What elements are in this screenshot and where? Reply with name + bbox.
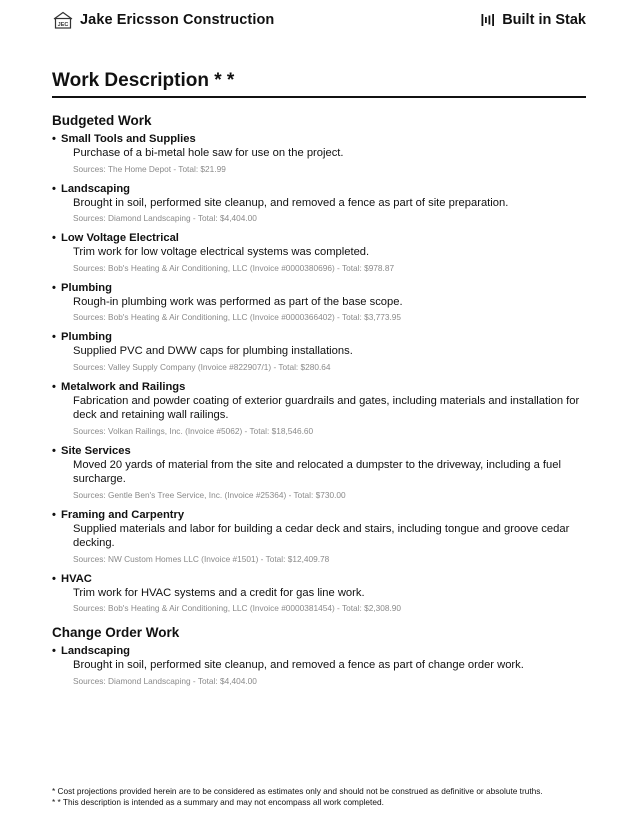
page-title: Work Description * *: [52, 70, 235, 91]
list-item: [52, 380, 586, 438]
list-item: [52, 132, 586, 176]
list-item: [52, 508, 586, 566]
bullet-icon: •: [52, 508, 56, 521]
house-logo-icon: [52, 11, 74, 29]
bullet-icon: •: [52, 281, 56, 294]
item-title: Framing and Carpentry: [61, 508, 185, 521]
list-item: [52, 644, 586, 688]
item-sources: Sources: Volkan Railings, Inc. (Invoice #5062) - Total: $18,546.60: [73, 425, 314, 436]
item-title: Site Services: [61, 444, 131, 457]
footer-notes: [52, 786, 598, 807]
item-sources: Sources: Bob's Heating & Air Conditioning, LLC (Invoice #0000381454) - Total: $2,308.90: [73, 603, 401, 613]
budgeted-work-heading: Budgeted Work: [52, 113, 152, 128]
list-item: [52, 572, 586, 616]
list-item: [52, 182, 586, 226]
stak-logo-icon: [481, 13, 495, 27]
item-sources: Sources: Diamond Landscaping - Total: $4,404.00: [73, 675, 257, 686]
company-name: Jake Ericsson Construction: [80, 12, 275, 28]
bullet-icon: •: [52, 380, 56, 393]
item-sources: Sources: Diamond Landscaping - Total: $4,404.00: [73, 213, 257, 223]
item-title: Metalwork and Railings: [61, 380, 186, 393]
item-description: Purchase of a bi-metal hole saw for use on the project.: [73, 147, 344, 159]
item-title: Landscaping: [61, 645, 130, 657]
list-item: [52, 330, 586, 374]
svg-text:JEC: JEC: [57, 22, 69, 28]
item-description: Supplied materials and labor for building a cedar deck and stairs, including tongue and groove cedar decking.: [73, 522, 570, 549]
footnote-estimates: * Cost projections provided herein are to be considered as estimates only and should not be construed as definitive or absolute truths.: [52, 786, 543, 796]
bullet-icon: •: [52, 331, 56, 343]
list-item: [52, 231, 586, 275]
footnote-summary: * * This description is intended as a summary and may not encompass all work completed.: [52, 796, 384, 807]
item-title: HVAC: [61, 572, 92, 585]
item-title: Low Voltage Electrical: [61, 232, 179, 244]
item-description: Brought in soil, performed site cleanup, and removed a fence as part of change order work.: [73, 659, 524, 671]
item-sources: Sources: The Home Depot - Total: $21.99: [73, 163, 226, 174]
item-title: Small Tools and Supplies: [61, 133, 196, 145]
bullet-icon: •: [52, 572, 56, 585]
item-description: Supplied PVC and DWW caps for plumbing installations.: [73, 345, 353, 357]
item-sources: Sources: Bob's Heating & Air Conditioning, LLC (Invoice #0000366402) - Total: $3,773.95: [73, 312, 401, 322]
page-header: [52, 9, 586, 31]
item-title: Plumbing: [61, 331, 112, 343]
item-sources: Sources: NW Custom Homes LLC (Invoice #1501) - Total: $12,409.78: [73, 553, 330, 564]
budgeted-work-list: [52, 132, 586, 615]
item-description: Fabrication and powder coating of exterior guardrails and gates, including materials and installation for deck and retaining wall railings.: [73, 394, 580, 421]
item-description: Brought in soil, performed site cleanup, and removed a fence as part of site preparation.: [73, 196, 509, 209]
item-description: Moved 20 yards of material from the site and relocated a dumpster to the driveway, including a fuel surcharge.: [73, 458, 561, 485]
change-order-list: [52, 644, 586, 688]
list-item: [52, 281, 586, 325]
company-brand: [52, 11, 274, 29]
item-title: Landscaping: [61, 182, 130, 195]
item-sources: Sources: Valley Supply Company (Invoice #822907/1) - Total: $280.64: [73, 361, 331, 372]
item-sources: Sources: Gentle Ben's Tree Service, Inc. (Invoice #25364) - Total: $730.00: [73, 489, 346, 500]
list-item: [52, 444, 586, 502]
bullet-icon: •: [52, 645, 56, 657]
change-order-heading: Change Order Work: [52, 625, 180, 640]
item-sources: Sources: Bob's Heating & Air Conditioning, LLC (Invoice #0000380696) - Total: $978.87: [73, 262, 395, 273]
item-description: Rough-in plumbing work was performed as part of the base scope.: [73, 295, 403, 308]
work-description-content: [52, 113, 586, 694]
stak-badge: [481, 12, 586, 28]
item-description: Trim work for low voltage electrical systems was completed.: [73, 246, 370, 258]
item-description: Trim work for HVAC systems and a credit for gas line work.: [73, 586, 365, 599]
bullet-icon: •: [52, 133, 56, 145]
bullet-icon: •: [52, 232, 56, 244]
item-title: Plumbing: [61, 281, 112, 294]
title-divider: [52, 96, 586, 98]
bullet-icon: •: [52, 444, 56, 457]
bullet-icon: •: [52, 182, 56, 195]
built-in-stak-label: Built in Stak: [502, 12, 586, 28]
